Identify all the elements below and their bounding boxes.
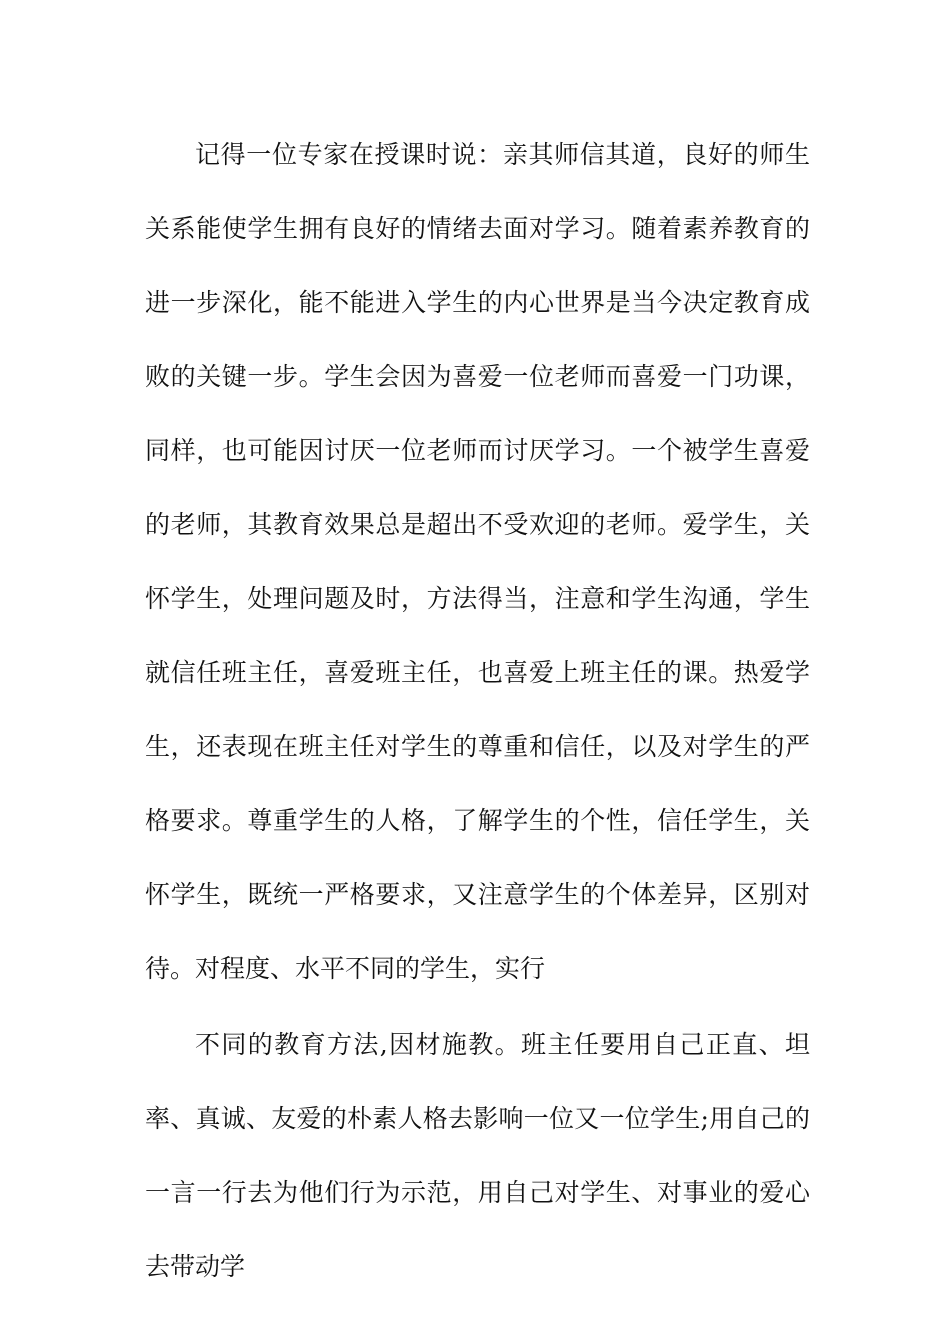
body-text-block-2 [145, 1008, 810, 1304]
paragraph-1: 记得一位专家在授课时说：亲其师信其道，良好的师生关系能使学生拥有良好的情绪去面对学习。随着素养教育的进一步深化，能不能进入学生的内心世界是当今决定教育成败的关键一步。学生会因为喜爱一位老师而喜爱一门功课，同样，也可能因讨厌一位老师而讨厌学习。一个被学生喜爱的老师，其教育效果总是超出不受欢迎的老师。爱学生，关怀学生，处理问题及时，方法得当，注意和学生沟通，学生就信任班主任，喜爱班主任，也喜爱上班主任的课。热爱学生，还表现在班主任对学生的尊重和信任，以及对学生的严格要求。尊重学生的人格，了解学生的个性，信任学生，关怀学生，既统一严格要求，又注意学生的个体差异，区别对待。对程度、水平不同的学生，实行 [145, 140, 810, 983]
body-text-block-1 [145, 118, 810, 1006]
paragraph-2: 不同的教育方法,因材施教。班主任要用自己正直、坦率、真诚、友爱的朴素人格去影响一位又一位学生;用自己的一言一行去为他们行为示范，用自己对学生、对事业的爱心去带动学 [145, 1030, 810, 1281]
